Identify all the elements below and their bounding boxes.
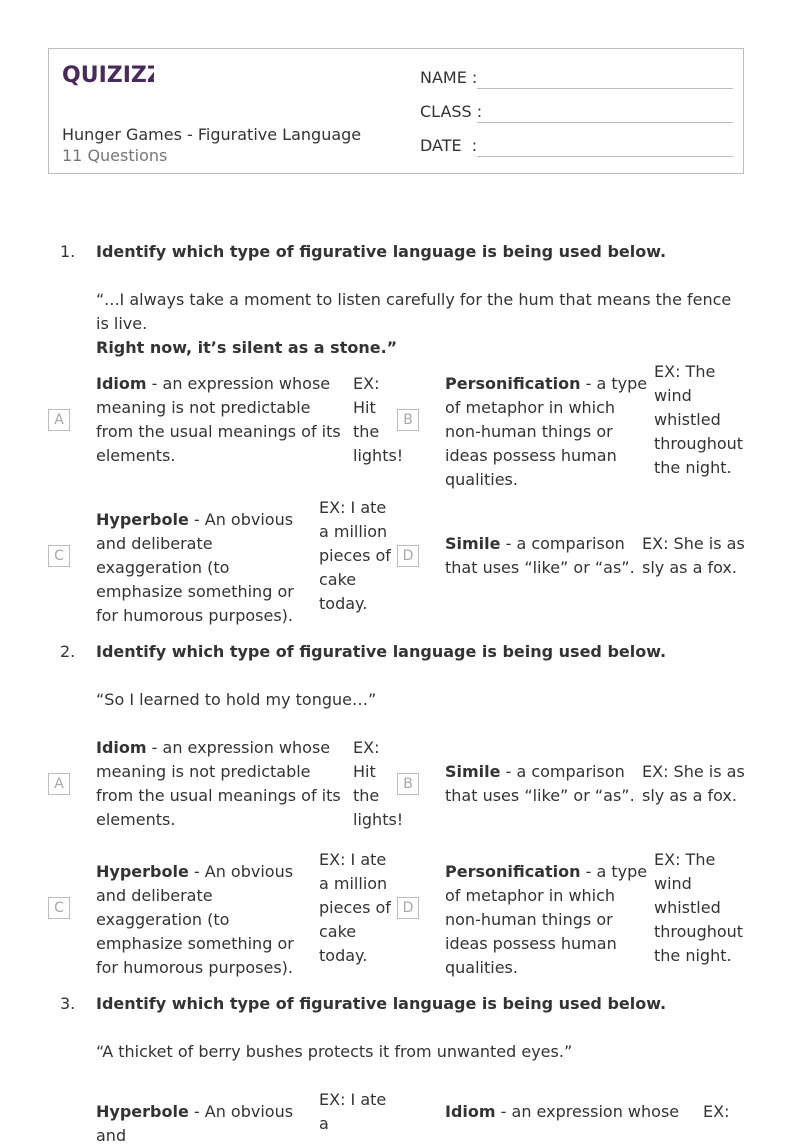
option-definition: - An obvious and — [96, 1102, 294, 1145]
option-term: Simile — [445, 534, 501, 553]
date-line[interactable] — [477, 156, 733, 157]
option-letter-box[interactable]: A — [48, 773, 70, 795]
option-d-definition — [445, 532, 645, 580]
option-letter-box[interactable]: C — [48, 545, 70, 567]
option-b[interactable] — [397, 409, 419, 431]
option-c-definition — [96, 860, 314, 980]
question-number: 1. — [60, 242, 76, 261]
option-definition: - a comparison that uses “like” or “as”. — [445, 762, 635, 805]
quizizz-logo — [62, 60, 154, 92]
option-a-definition — [96, 372, 346, 468]
option-a-definition — [96, 1100, 314, 1148]
quote-bold-text: Right now, it’s silent as a stone.” — [96, 338, 398, 357]
worksheet-header — [48, 48, 744, 174]
option-definition: - a comparison that uses “like” or “as”. — [445, 534, 635, 577]
option-a[interactable] — [48, 773, 70, 795]
option-d-example: EX: She is as sly as a fox. — [642, 534, 745, 577]
class-field — [420, 102, 482, 121]
option-b-example: EX: She is as sly as a fox. — [642, 762, 745, 805]
option-term: Idiom — [96, 738, 147, 757]
option-term: Hyperbole — [96, 862, 189, 881]
option-a-definition — [96, 736, 346, 832]
option-b-example: EX: — [703, 1102, 730, 1121]
option-term: Personification — [445, 374, 581, 393]
option-d[interactable] — [397, 897, 419, 919]
question-number: 2. — [60, 642, 76, 661]
option-definition: - an expression whose — [495, 1102, 680, 1121]
option-c-definition — [96, 508, 314, 628]
option-a-example: EX: Hit the lights! — [353, 374, 404, 465]
option-definition: - An obvious and deliberate exaggeration (to emphasize something or for humorous purposes). — [96, 510, 294, 625]
option-term: Hyperbole — [96, 1102, 189, 1121]
option-letter-box[interactable]: A — [48, 409, 70, 431]
name-line[interactable] — [477, 88, 733, 89]
quizizz-logo-icon — [62, 60, 154, 88]
option-letter-box[interactable]: B — [397, 409, 419, 431]
option-b[interactable] — [397, 773, 419, 795]
option-definition: - a type of metaphor in which non-human things or ideas possess human qualities. — [445, 862, 648, 977]
class-label: CLASS : — [420, 102, 483, 121]
option-definition: - An obvious and deliberate exaggeration (to emphasize something or for humorous purposes). — [96, 862, 294, 977]
svg-text:QUIZIZZ: QUIZIZZ — [62, 63, 154, 88]
option-c[interactable] — [48, 897, 70, 919]
option-b-definition — [445, 372, 650, 492]
question-number: 3. — [60, 994, 76, 1013]
option-b-example: EX: The wind whistled throughout the night. — [654, 362, 744, 477]
option-definition: - a type of metaphor in which non-human things or ideas possess human qualities. — [445, 374, 648, 489]
option-a-example: EX: Hit the lights! — [353, 738, 404, 829]
option-term: Idiom — [96, 374, 147, 393]
option-d-definition — [445, 860, 650, 980]
question-quote: “A thicket of berry bushes protects it from unwanted eyes.” — [96, 1042, 573, 1061]
worksheet-title: Hunger Games - Figurative Language — [62, 125, 362, 144]
date-field — [420, 136, 477, 155]
option-letter-box[interactable]: C — [48, 897, 70, 919]
question-prompt: Identify which type of figurative language is being used below. — [96, 242, 667, 261]
option-term: Simile — [445, 762, 501, 781]
option-definition: - an expression whose meaning is not predictable from the usual meanings of its elements. — [96, 738, 341, 829]
option-b-definition — [445, 1100, 695, 1124]
option-definition: - an expression whose meaning is not predictable from the usual meanings of its elements. — [96, 374, 341, 465]
question-quote: “So I learned to hold my tongue…” — [96, 690, 377, 709]
name-label: NAME : — [420, 68, 478, 87]
class-line[interactable] — [477, 122, 733, 123]
question-prompt: Identify which type of figurative language is being used below. — [96, 642, 667, 661]
name-field — [420, 68, 477, 87]
option-a-example: EX: I ate a — [319, 1090, 387, 1133]
option-b-definition — [445, 760, 645, 808]
option-term: Personification — [445, 862, 581, 881]
option-c[interactable] — [48, 545, 70, 567]
option-a[interactable] — [48, 409, 70, 431]
question-count: 11 Questions — [62, 146, 168, 165]
option-letter-box[interactable]: D — [397, 897, 419, 919]
option-c-example: EX: I ate a million pieces of cake today. — [319, 498, 391, 613]
question-quote — [96, 288, 736, 360]
option-term: Hyperbole — [96, 510, 189, 529]
option-letter-box[interactable]: B — [397, 773, 419, 795]
quote-text: “...I always take a moment to listen carefully for the hum that means the fence is live. — [96, 290, 732, 333]
option-d-example: EX: The wind whistled throughout the night. — [654, 850, 744, 965]
question-prompt: Identify which type of figurative language is being used below. — [96, 994, 667, 1013]
date-label: DATE : — [420, 136, 478, 155]
option-d[interactable] — [397, 545, 419, 567]
option-c-example: EX: I ate a million pieces of cake today. — [319, 850, 391, 965]
option-letter-box[interactable]: D — [397, 545, 419, 567]
option-term: Idiom — [445, 1102, 496, 1121]
